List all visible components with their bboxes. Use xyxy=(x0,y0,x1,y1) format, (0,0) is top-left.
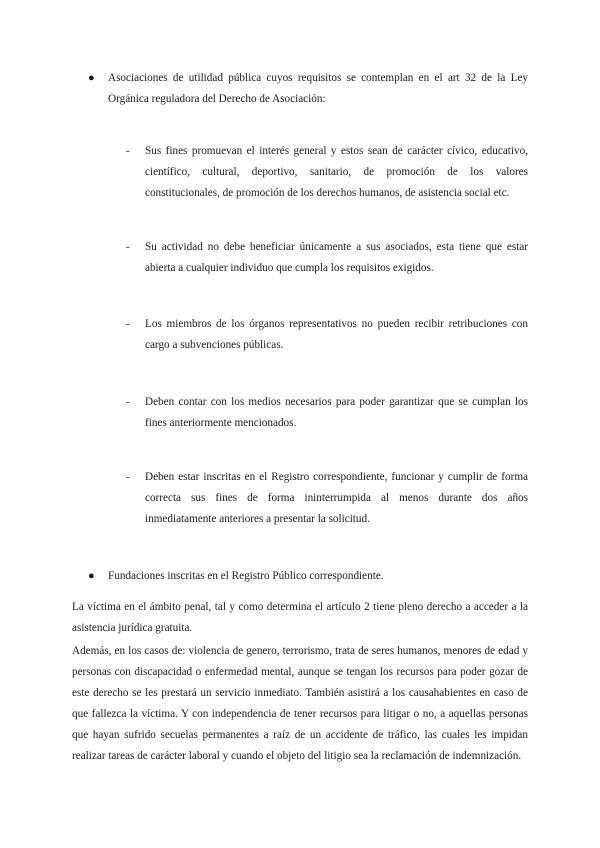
sub-item-medios: Deben contar con los medios necesarios para poder garantizar que se cumplan los fines anteriormente mencionados. xyxy=(145,396,528,429)
dash-marker: - xyxy=(126,241,130,253)
dash-marker: - xyxy=(126,145,130,157)
paragraph-victima: La víctima en el ámbito penal, tal y como determina el artículo 2 tiene pleno derecho a acceder a la asistencia jurídica gratuita. xyxy=(72,601,528,634)
bullet-text-asociaciones: Asociaciones de utilidad pública cuyos requisitos se contemplan en el art 32 de la Ley Orgánica reguladora del Derecho de Asociación: xyxy=(108,72,528,105)
sub-item-inscritas: Deben estar inscritas en el Registro correspondiente, funcionar y cumplir de forma correcta sus fines de forma ininterrumpida al menos durante dos años inmediatamente anteriores a presentar la solicitud. xyxy=(145,471,528,525)
sub-item-actividad: Su actividad no debe beneficiar únicamente a sus asociados, esta tiene que estar abierta a cualquier individuo que cumpla los requisitos exigidos. xyxy=(145,241,528,274)
dash-marker: - xyxy=(126,396,130,408)
paragraph-ademas: Además, en los casos de: violencia de genero, terrorismo, trata de seres humanos, menores de edad y personas con discapacidad o enfermedad mental, aunque se tengan los recursos para poder gozar de este derecho se les prestará un servicio inmediato. También asistirá a los causahabientes en caso de que fallezca la víctima. Y con independencia de tener recursos para litigar o no, a aquellas personas que hayan sufrido secuelas permanentes a raíz de un accidente de tráfico, las cuales les impidan realizar tareas de carácter laboral y cuando el objeto del litigio sea la reclamación de indemnización. xyxy=(72,645,528,762)
dash-marker: - xyxy=(126,318,130,330)
bullet-marker: ● xyxy=(88,570,95,582)
bullet-text-fundaciones: Fundaciones inscritas en el Registro Público correspondiente. xyxy=(108,570,384,582)
dash-marker: - xyxy=(126,471,130,483)
bullet-marker: ● xyxy=(88,72,95,84)
sub-item-fines: Sus fines promuevan el interés general y estos sean de carácter cívico, educativo, científico, cultural, deportivo, sanitario, de promoción de los valores constitucionales, de promoción de los derechos humanos, de asistencia social etc. xyxy=(145,145,528,199)
sub-item-miembros: Los miembros de los órganos representativos no pueden recibir retribuciones con cargo a subvenciones públicas. xyxy=(145,318,528,351)
